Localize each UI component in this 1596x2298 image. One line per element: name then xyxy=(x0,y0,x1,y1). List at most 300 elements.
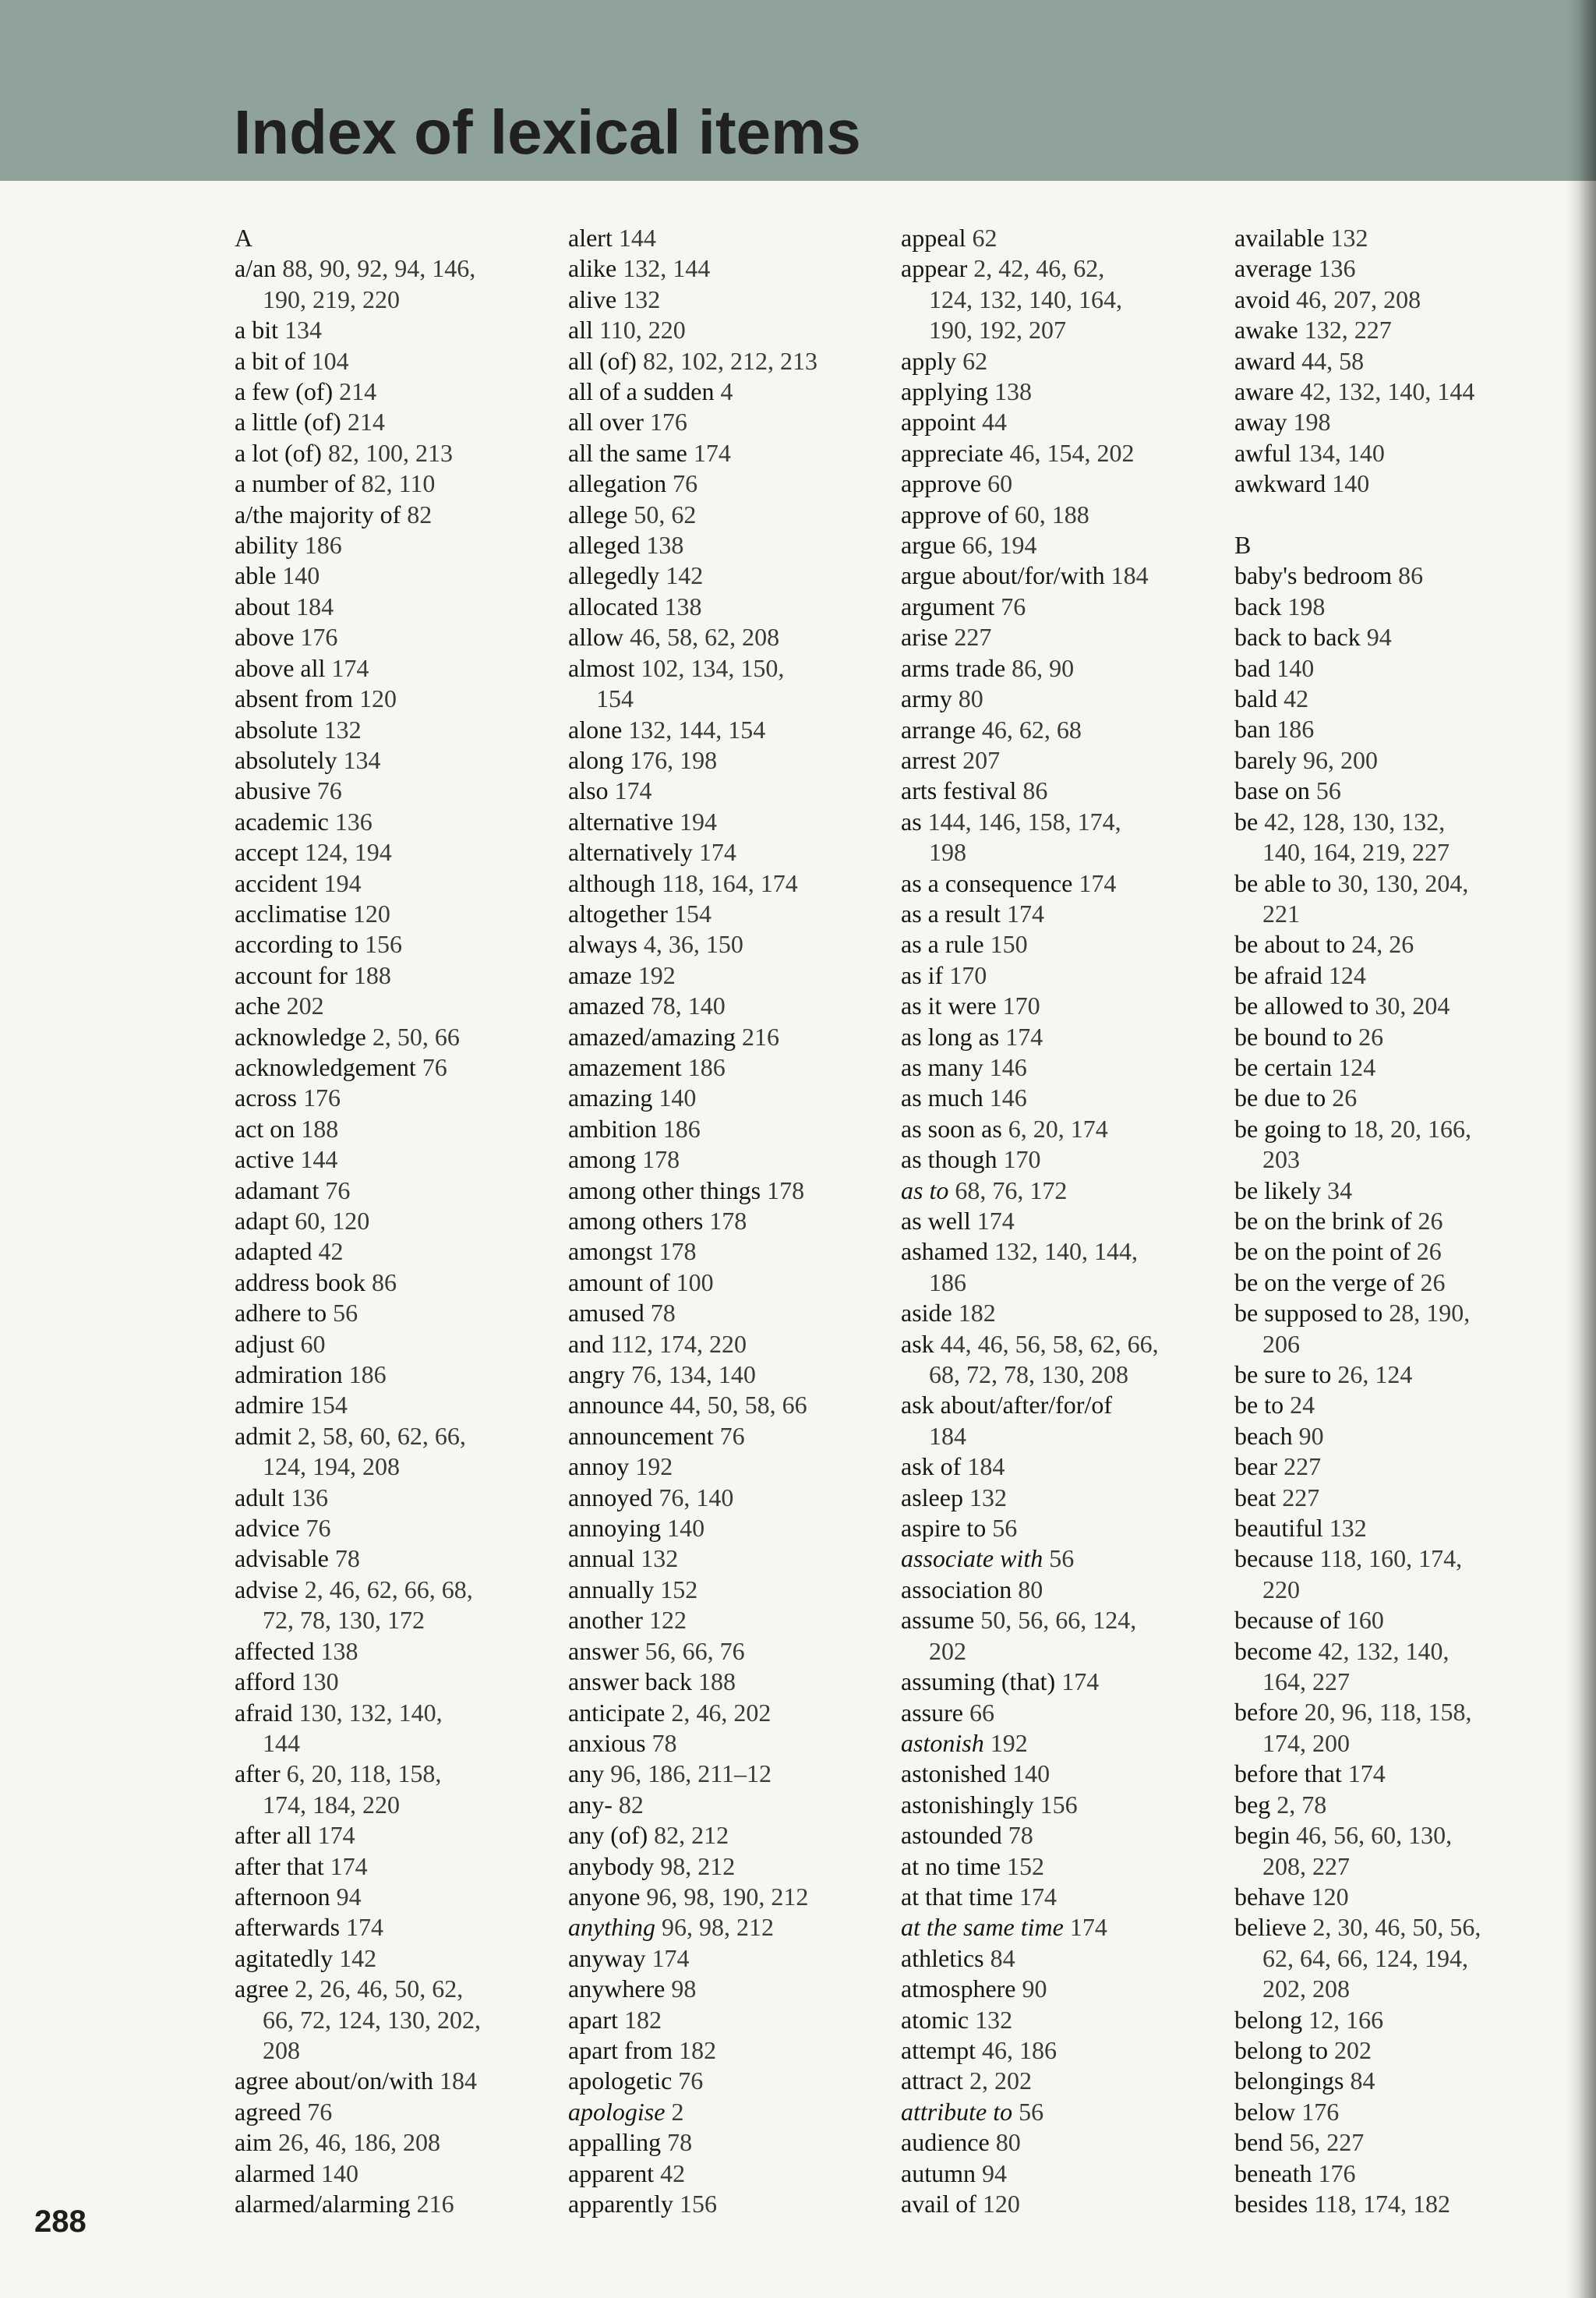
index-entry xyxy=(901,684,1228,714)
entry-headword: adamant xyxy=(235,1176,320,1204)
entry-page-refs: 78 xyxy=(1008,1821,1033,1850)
entry-page-refs: 94 xyxy=(336,1882,362,1911)
entry-page-refs: 186 xyxy=(662,1114,701,1143)
index-entry xyxy=(901,991,1228,1021)
entry-page-refs: 198 xyxy=(1293,408,1331,437)
entry-page-refs: 174 xyxy=(330,1851,368,1880)
entry-page-refs-continued: 203 xyxy=(1262,1145,1300,1174)
entry-headword: be certain xyxy=(1234,1052,1333,1081)
index-entry xyxy=(568,1543,895,1574)
index-entry xyxy=(235,1575,562,1636)
index-entry xyxy=(901,592,1228,622)
entry-page-refs: 118, 174, 182 xyxy=(1314,2189,1451,2218)
entry-headword: be xyxy=(1234,807,1259,836)
index-entry xyxy=(1234,1114,1562,1176)
entry-headword: awkward xyxy=(1234,469,1326,498)
entry-headword: back xyxy=(1234,592,1282,620)
entry-headword: as soon as xyxy=(901,1114,1002,1143)
index-entry xyxy=(1234,1176,1562,1206)
index-entry xyxy=(1234,1390,1562,1420)
entry-headword: astonishingly xyxy=(901,1790,1034,1819)
entry-headword: assume xyxy=(901,1606,975,1635)
entry-page-refs: 86 xyxy=(371,1267,397,1296)
entry-headword: be to xyxy=(1234,1391,1284,1419)
entry-headword: allow xyxy=(568,623,624,652)
index-entry xyxy=(1234,714,1562,744)
entry-page-refs: 18, 20, 166, xyxy=(1352,1114,1471,1143)
index-entry xyxy=(235,622,562,652)
entry-page-refs: 202 xyxy=(286,992,324,1020)
index-entry xyxy=(901,438,1228,468)
index-entry xyxy=(235,1359,562,1390)
index-entry xyxy=(235,1974,562,2066)
entry-headword: acknowledgement xyxy=(235,1052,416,1081)
page-title: Index of lexical items xyxy=(234,97,861,167)
index-entry xyxy=(235,1943,562,1974)
entry-headword: alternative xyxy=(568,807,674,836)
entry-page-refs: 120 xyxy=(358,684,397,713)
entry-headword: astounded xyxy=(901,1821,1002,1850)
entry-page-refs: 130 xyxy=(301,1667,339,1696)
index-entry xyxy=(235,1052,562,1083)
entry-headword: ban xyxy=(1234,715,1271,744)
entry-headword: be allowed to xyxy=(1234,992,1369,1020)
index-entry xyxy=(1234,1820,1562,1882)
entry-headword: absolutely xyxy=(235,745,337,774)
entry-headword: apart from xyxy=(568,2035,673,2064)
index-entry xyxy=(1234,592,1562,622)
index-entry xyxy=(901,2066,1228,2096)
entry-headword: advisable xyxy=(235,1544,329,1573)
index-entry xyxy=(235,346,562,377)
entry-page-refs: 62 xyxy=(972,224,998,252)
entry-headword: asleep xyxy=(901,1483,963,1511)
entry-headword: as a rule xyxy=(901,930,984,959)
entry-page-refs: 156 xyxy=(365,930,403,959)
index-entry xyxy=(1234,1912,1562,2004)
entry-page-refs: 60, 188 xyxy=(1014,500,1089,529)
index-entry xyxy=(568,1176,895,1206)
index-entry xyxy=(568,899,895,929)
entry-page-refs: 50, 62 xyxy=(634,500,697,529)
entry-headword: bear xyxy=(1234,1452,1278,1481)
entry-page-refs: 76 xyxy=(1001,592,1026,620)
index-entry xyxy=(901,377,1228,407)
index-entry xyxy=(1234,2158,1562,2189)
entry-headword: amazement xyxy=(568,1052,682,1081)
entry-headword: appear xyxy=(901,254,968,283)
entry-headword: awake xyxy=(1234,316,1298,345)
entry-page-refs: 227 xyxy=(954,623,992,652)
entry-headword: active xyxy=(235,1145,295,1174)
entry-headword: arrange xyxy=(901,715,976,744)
index-entry xyxy=(901,1206,1228,1236)
entry-page-refs: 56 xyxy=(1315,776,1341,805)
index-entry xyxy=(568,2005,895,2035)
index-entry xyxy=(1234,868,1562,930)
entry-page-refs: 56 xyxy=(1049,1544,1075,1573)
entry-headword: belong xyxy=(1234,2005,1303,2034)
entry-page-refs-continued: 202 xyxy=(929,1636,966,1665)
index-entry xyxy=(568,346,895,377)
entry-headword: as many xyxy=(901,1052,983,1081)
entry-headword: atmosphere xyxy=(901,1975,1016,2003)
index-entry xyxy=(568,991,895,1021)
entry-headword: agitatedly xyxy=(235,1943,334,1972)
entry-page-refs: 88, 90, 92, 94, 146, xyxy=(282,254,476,283)
entry-page-refs: 132 xyxy=(641,1544,679,1573)
entry-headword: annoyed xyxy=(568,1483,653,1511)
index-entry xyxy=(901,1451,1228,1482)
index-entry xyxy=(568,837,895,868)
entry-headword: afterwards xyxy=(235,1913,341,1942)
entry-headword: about xyxy=(235,592,291,620)
entry-page-refs: 176, 198 xyxy=(630,745,718,774)
entry-headword: ask xyxy=(901,1329,934,1358)
index-entry xyxy=(901,929,1228,960)
section-letter: B xyxy=(1234,531,1252,560)
index-entry xyxy=(1234,285,1562,315)
index-entry xyxy=(1234,929,1562,960)
entry-page-refs: 2, 46, 62, 66, 68, xyxy=(304,1575,473,1603)
entry-page-refs: 152 xyxy=(660,1575,698,1603)
index-entry xyxy=(568,1483,895,1513)
entry-headword: and xyxy=(568,1329,605,1358)
entry-page-refs: 26 xyxy=(1416,1237,1442,1266)
entry-headword: away xyxy=(1234,408,1287,437)
entry-page-refs: 90 xyxy=(1298,1421,1324,1450)
entry-headword: absolute xyxy=(235,715,318,744)
entry-page-refs: 118, 164, 174 xyxy=(661,868,798,897)
index-entry xyxy=(568,1267,895,1298)
index-entry xyxy=(568,745,895,776)
index-entry xyxy=(568,1974,895,2004)
entry-page-refs: 202 xyxy=(1333,2035,1372,2064)
entry-headword: absent from xyxy=(235,684,353,713)
entry-page-refs: 132, 144, 154 xyxy=(628,715,766,744)
entry-page-refs: 174 xyxy=(614,776,652,805)
entry-page-refs: 56 xyxy=(992,1514,1018,1543)
entry-headword: across xyxy=(235,1084,297,1112)
entry-page-refs: 170 xyxy=(949,960,987,989)
entry-page-refs-continued: 208, 227 xyxy=(1262,1851,1350,1880)
index-entry xyxy=(568,592,895,622)
index-entry xyxy=(901,2097,1228,2127)
entry-page-refs: 62 xyxy=(962,346,988,375)
entry-headword: be likely xyxy=(1234,1176,1322,1204)
entry-page-refs-continued: 190, 219, 220 xyxy=(263,285,400,313)
entry-headword: anticipate xyxy=(568,1698,666,1727)
index-entry xyxy=(1234,653,1562,684)
index-entry xyxy=(235,530,562,560)
entry-headword: any xyxy=(568,1759,605,1788)
entry-page-refs: 76 xyxy=(305,1514,331,1543)
entry-page-refs: 142 xyxy=(339,1943,377,1972)
entry-page-refs: 176 xyxy=(1301,2097,1340,2126)
entry-page-refs: 96, 98, 212 xyxy=(661,1913,774,1942)
entry-headword: annoying xyxy=(568,1514,662,1543)
index-entry xyxy=(235,1820,562,1851)
entry-headword: be afraid xyxy=(1234,960,1322,989)
index-entry xyxy=(568,1421,895,1451)
index-entry xyxy=(1234,622,1562,652)
entry-page-refs: 188 xyxy=(698,1667,736,1696)
entry-headword: anxious xyxy=(568,1728,646,1757)
entry-page-refs: 76 xyxy=(316,776,342,805)
index-entry xyxy=(568,1728,895,1759)
entry-page-refs: 50, 56, 66, 124, xyxy=(980,1606,1137,1635)
entry-page-refs: 174 xyxy=(1347,1759,1386,1788)
index-entry xyxy=(1234,1052,1562,1083)
entry-page-refs: 216 xyxy=(416,2190,454,2218)
index-entry xyxy=(235,1267,562,1298)
entry-page-refs: 90 xyxy=(1022,1975,1047,2003)
entry-headword: as to xyxy=(901,1176,949,1204)
entry-page-refs-continued: 174, 200 xyxy=(1262,1728,1350,1757)
entry-page-refs: 132 xyxy=(969,1483,1007,1511)
entry-headword: be bound to xyxy=(1234,1022,1353,1051)
entry-page-refs: 176 xyxy=(300,623,338,652)
index-entry xyxy=(235,868,562,899)
entry-headword: adjust xyxy=(235,1329,295,1358)
entry-headword: at that time xyxy=(901,1882,1013,1911)
index-entry xyxy=(1234,1543,1562,1605)
entry-page-refs: 178 xyxy=(659,1237,697,1266)
index-entry xyxy=(568,1390,895,1420)
entry-headword: aware xyxy=(1234,377,1294,406)
entry-headword: acclimatise xyxy=(235,899,347,928)
entry-page-refs: 26 xyxy=(1418,1206,1443,1235)
entry-page-refs: 134 xyxy=(284,316,322,345)
entry-page-refs: 178 xyxy=(642,1145,680,1174)
index-entry xyxy=(235,1390,562,1420)
index-entry xyxy=(1234,1236,1562,1267)
entry-page-refs: 136 xyxy=(334,807,373,836)
index-entry xyxy=(1234,1513,1562,1543)
entry-headword: beat xyxy=(1234,1483,1276,1511)
entry-headword: as if xyxy=(901,960,944,989)
index-entry xyxy=(235,1176,562,1206)
entry-page-refs: 26 xyxy=(1420,1267,1446,1296)
entry-headword: begin xyxy=(1234,1821,1291,1850)
entry-page-refs: 214 xyxy=(347,408,385,437)
entry-headword: assuming (that) xyxy=(901,1667,1056,1696)
entry-headword: adult xyxy=(235,1483,284,1511)
entry-page-refs-continued: 198 xyxy=(929,838,966,867)
entry-page-refs: 156 xyxy=(1040,1790,1078,1819)
entry-headword: argument xyxy=(901,592,995,620)
index-entry xyxy=(901,899,1228,929)
index-entry xyxy=(568,1667,895,1697)
index-entry xyxy=(901,1851,1228,1882)
entry-page-refs: 184 xyxy=(296,592,334,620)
entry-headword: after xyxy=(235,1759,281,1788)
entry-page-refs: 194 xyxy=(323,868,362,897)
entry-headword: as though xyxy=(901,1145,998,1174)
entry-headword: academic xyxy=(235,807,329,836)
entry-headword: be on the brink of xyxy=(1234,1206,1412,1235)
entry-page-refs-continued: 164, 227 xyxy=(1262,1667,1350,1696)
index-entry xyxy=(568,1790,895,1820)
entry-page-refs: 192 xyxy=(990,1728,1028,1757)
entry-page-refs: 6, 20, 118, 158, xyxy=(286,1759,442,1788)
index-entry xyxy=(235,991,562,1021)
page-edge-shadow xyxy=(1566,0,1596,2298)
entry-page-refs: 186 xyxy=(304,531,342,560)
entry-headword: amazed/amazing xyxy=(568,1022,736,1051)
entry-page-refs: 56 xyxy=(333,1299,358,1328)
entry-page-refs: 174 xyxy=(1069,1913,1107,1942)
entry-headword: accident xyxy=(235,868,318,897)
entry-headword: ability xyxy=(235,531,298,560)
entry-page-refs: 170 xyxy=(1003,1145,1041,1174)
entry-headword: all of a sudden xyxy=(568,377,715,406)
entry-headword: belong to xyxy=(1234,2035,1328,2064)
index-entry xyxy=(1234,960,1562,991)
entry-headword: avail of xyxy=(901,2190,976,2218)
entry-headword: anybody xyxy=(568,1851,655,1880)
entry-headword: applying xyxy=(901,377,988,406)
entry-headword: along xyxy=(568,745,624,774)
entry-headword: amused xyxy=(568,1299,644,1328)
index-entry xyxy=(568,1605,895,1635)
entry-page-refs: 104 xyxy=(311,346,349,375)
entry-page-refs: 112, 174, 220 xyxy=(610,1329,747,1358)
index-entry xyxy=(901,1022,1228,1052)
entry-page-refs: 86 xyxy=(1398,561,1424,590)
entry-page-refs: 182 xyxy=(679,2035,717,2064)
entry-headword: a number of xyxy=(235,469,355,498)
entry-headword: alarmed/alarming xyxy=(235,2190,411,2218)
entry-headword: appreciate xyxy=(901,438,1004,467)
index-entry xyxy=(901,960,1228,991)
entry-headword: appeal xyxy=(901,224,966,252)
entry-page-refs: 4 xyxy=(720,377,733,406)
entry-page-refs: 24 xyxy=(1290,1391,1315,1419)
entry-page-refs: 138 xyxy=(994,377,1032,406)
entry-page-refs: 174 xyxy=(1006,899,1044,928)
entry-headword: apologetic xyxy=(568,2066,673,2095)
entry-headword: behave xyxy=(1234,1882,1305,1911)
index-entry xyxy=(901,1236,1228,1298)
index-entry xyxy=(1234,1083,1562,1113)
index-entry xyxy=(235,2158,562,2189)
index-entry xyxy=(901,346,1228,377)
entry-headword: arts festival xyxy=(901,776,1017,805)
index-entry xyxy=(235,407,562,437)
entry-page-refs: 76 xyxy=(673,469,698,498)
entry-headword: allegation xyxy=(568,469,667,498)
entry-headword: accept xyxy=(235,838,298,867)
entry-headword: astonish xyxy=(901,1728,984,1757)
index-entry xyxy=(568,715,895,745)
entry-headword: astonished xyxy=(901,1759,1007,1788)
entry-headword: announcement xyxy=(568,1421,714,1450)
entry-page-refs: 2, 30, 46, 50, 56, xyxy=(1312,1913,1481,1942)
entry-headword: alleged xyxy=(568,531,641,560)
entry-headword: ashamed xyxy=(901,1237,988,1266)
entry-page-refs: 46, 207, 208 xyxy=(1296,285,1421,313)
entry-headword: agree about/on/with xyxy=(235,2066,434,2095)
entry-page-refs: 132 xyxy=(323,715,362,744)
entry-page-refs: 96, 186, 211–12 xyxy=(610,1759,772,1788)
entry-headword: avoid xyxy=(1234,285,1291,313)
entry-page-refs: 110, 220 xyxy=(598,316,686,345)
index-entry xyxy=(1234,1759,1562,1789)
index-entry xyxy=(235,500,562,530)
entry-page-refs: 46, 56, 60, 130, xyxy=(1296,1821,1453,1850)
entry-page-refs: 160 xyxy=(1346,1606,1384,1635)
index-entry xyxy=(1234,1359,1562,1390)
entry-page-refs: 94 xyxy=(981,2158,1007,2187)
entry-headword: alarmed xyxy=(235,2158,316,2187)
entry-page-refs: 174 xyxy=(651,1943,690,1972)
entry-headword: award xyxy=(1234,346,1296,375)
entry-page-refs: 120 xyxy=(352,899,390,928)
entry-headword: a lot (of) xyxy=(235,438,322,467)
page-number: 288 xyxy=(34,2204,87,2239)
entry-headword: back to back xyxy=(1234,623,1361,652)
index-entry xyxy=(568,560,895,591)
entry-headword: a little (of) xyxy=(235,408,341,437)
entry-headword: all the same xyxy=(568,438,687,467)
entry-headword: beneath xyxy=(1234,2158,1312,2187)
index-entry xyxy=(235,468,562,499)
index-entry xyxy=(568,223,895,253)
entry-page-refs: 2, 78 xyxy=(1276,1790,1327,1819)
entry-page-refs: 227 xyxy=(1282,1483,1320,1511)
entry-headword: allege xyxy=(568,500,628,529)
index-entry xyxy=(1234,253,1562,284)
entry-page-refs: 144 xyxy=(618,224,656,252)
entry-headword: act on xyxy=(235,1114,295,1143)
entry-page-refs: 76 xyxy=(422,1052,447,1081)
entry-headword: at no time xyxy=(901,1851,1001,1880)
entry-headword: altogether xyxy=(568,899,668,928)
entry-headword: arrest xyxy=(901,745,957,774)
index-entry xyxy=(901,1114,1228,1144)
index-entry xyxy=(901,1882,1228,1912)
index-entry xyxy=(1234,2035,1562,2066)
entry-page-refs-continued: 221 xyxy=(1262,899,1300,928)
entry-page-refs: 174 xyxy=(693,438,731,467)
index-entry xyxy=(568,960,895,991)
entry-headword: appalling xyxy=(568,2128,662,2157)
index-entry xyxy=(1234,438,1562,468)
index-entry xyxy=(568,377,895,407)
index-entry xyxy=(235,807,562,837)
entry-headword: a/the majority of xyxy=(235,500,401,529)
index-entry xyxy=(901,1605,1228,1667)
entry-page-refs: 46, 154, 202 xyxy=(1009,438,1135,467)
entry-headword: always xyxy=(568,930,637,959)
index-entry xyxy=(1234,776,1562,806)
entry-headword: be supposed to xyxy=(1234,1299,1383,1328)
index-entry xyxy=(1234,560,1562,591)
entry-headword: be going to xyxy=(1234,1114,1347,1143)
entry-headword: advice xyxy=(235,1514,300,1543)
entry-page-refs: 174 xyxy=(976,1207,1015,1235)
entry-headword: admiration xyxy=(235,1360,343,1389)
entry-headword: alike xyxy=(568,254,617,283)
entry-headword: ambition xyxy=(568,1114,657,1143)
entry-page-refs-continued: 154 xyxy=(596,684,634,713)
entry-page-refs: 132 xyxy=(1330,224,1368,252)
entry-page-refs-continued: 66, 72, 124, 130, 202, xyxy=(263,2005,481,2034)
entry-page-refs: 144, 146, 158, 174, xyxy=(927,807,1121,836)
entry-page-refs: 138 xyxy=(646,531,684,560)
index-entry xyxy=(235,253,562,315)
